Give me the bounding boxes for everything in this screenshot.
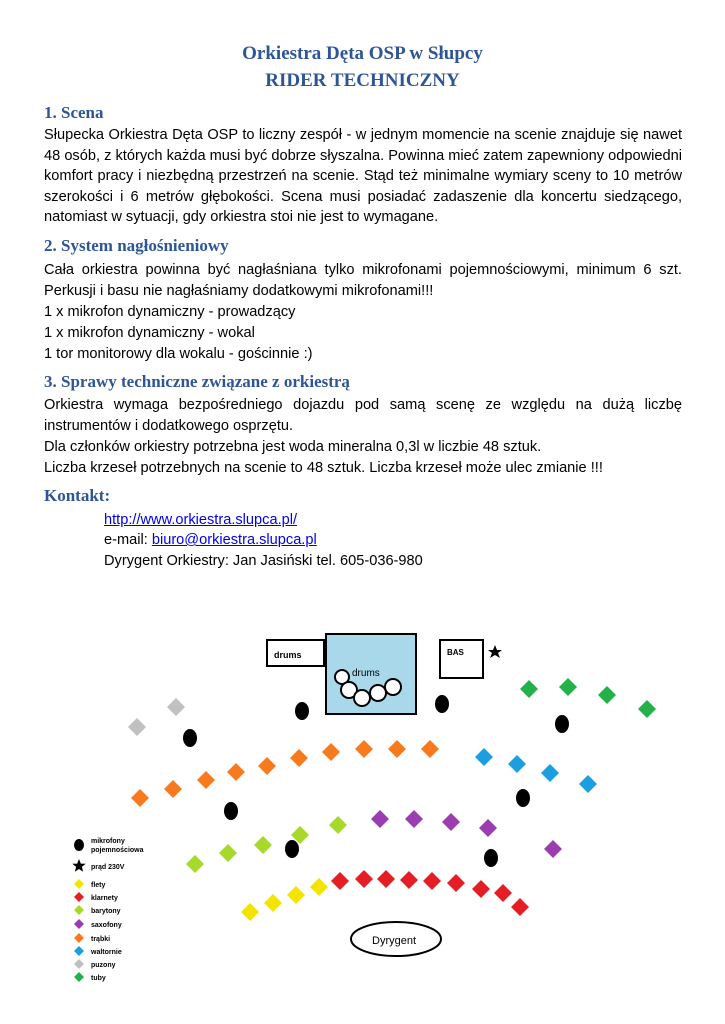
musician-klarnety-diamond [511, 898, 529, 916]
musician-klarnety-diamond [423, 872, 441, 890]
drum-icon [370, 685, 386, 701]
legend-marker-icon [74, 959, 84, 969]
legend-marker-icon [74, 892, 84, 902]
microphones [183, 695, 569, 867]
musician-saxofony-diamond [479, 819, 497, 837]
drum-icon [385, 679, 401, 695]
musician-waltornie-diamond [541, 764, 559, 782]
musician-flety-diamond [241, 903, 259, 921]
musician-waltornie-diamond [579, 775, 597, 793]
list-item: 1 x mikrofon dynamiczny - wokal [44, 325, 255, 341]
list-item: Dla członków orkiestry potrzebna jest woda mineralna 0,3l w liczbie 48 sztuk. [44, 439, 542, 455]
musician-barytony-diamond [329, 816, 347, 834]
section-text-naglosnienie [44, 260, 682, 301]
naglosnienie-paragraph: Cała orkiestra powinna być nagłaśniana tylko mikrofonami pojemnościowymi, minimum 6 szt. Perkusji i basu nie nagłaśniamy dodatkowymi mikrofonami!!! [44, 262, 682, 299]
legend-label: tuby [91, 975, 106, 982]
condenser-mic-icon [516, 789, 530, 807]
legend-label: flety [91, 882, 106, 889]
musician-puzony-diamond [128, 718, 146, 736]
legend-marker-icon [72, 859, 85, 872]
conductor-contact: Dyrygent Orkiestry: Jan Jasiński tel. 605-036-980 [104, 553, 423, 569]
list-item: 1 tor monitorowy dla wokalu - gościnnie :) [44, 346, 313, 362]
musician-saxofony-diamond [405, 810, 423, 828]
musician-trbki-diamond [322, 743, 340, 761]
document-title: Orkiestra Dęta OSP w Słupcy [242, 43, 483, 64]
musician-trbki-diamond [164, 780, 182, 798]
conductor-label: Dyrygent [372, 935, 417, 947]
musician-tuby-diamond [559, 678, 577, 696]
list-item: Liczba krzeseł potrzebnych na scenie to 48 sztuk. Liczba krzeseł może ulec zmianie !!! [44, 460, 603, 476]
musician-flety-diamond [287, 886, 305, 904]
musician-tuby-diamond [520, 680, 538, 698]
document-subtitle: RIDER TECHNICZNY [265, 70, 460, 91]
website-link[interactable] [104, 510, 297, 530]
musician-tuby-diamond [638, 700, 656, 718]
musician-puzony-diamond [167, 698, 185, 716]
musician-klarnety-diamond [472, 880, 490, 898]
section-heading-naglosnienie: 2. System nagłośnieniowy [44, 236, 229, 255]
bass-label: BAS [447, 648, 464, 657]
legend-label: mikrofony pojemnościowa [91, 838, 144, 854]
legend-label: puzony [91, 962, 116, 969]
bass-box [440, 640, 483, 678]
musician-flety-diamond [310, 878, 328, 896]
list-item: 1 x mikrofon dynamiczny - prowadzący [44, 304, 296, 320]
musician-trbki-diamond [258, 757, 276, 775]
section-heading-scena: 1. Scena [44, 103, 104, 122]
legend-label: saxofony [91, 922, 122, 929]
legend-marker-icon [74, 933, 84, 943]
musician-klarnety-diamond [447, 874, 465, 892]
legend-label: prąd 230V [91, 864, 125, 871]
musician-saxofony-diamond [442, 813, 460, 831]
musician-klarnety-diamond [400, 871, 418, 889]
power-outlet-star-icon [488, 645, 502, 658]
legend-marker-icon [74, 905, 84, 915]
musician-trbki-diamond [131, 789, 149, 807]
drums-box-label: drums [274, 650, 302, 660]
musician-trbki-diamond [355, 740, 373, 758]
condenser-mic-icon [224, 802, 238, 820]
legend-label: trąbki [91, 936, 111, 943]
musician-klarnety-diamond [494, 884, 512, 902]
condenser-mic-icon [285, 840, 299, 858]
condenser-mic-icon [295, 702, 309, 720]
sprawy-paragraph: Orkiestra wymaga bezpośredniego dojazdu pod samą scenę ze względu na dużą liczbę instrumentów i dodatkowego osprzętu. [44, 397, 682, 434]
section-text-sprawy [44, 395, 682, 436]
musician-saxofony-diamond [544, 840, 562, 858]
musician-barytony-diamond [219, 844, 237, 862]
email-line [104, 530, 317, 550]
musician-klarnety-diamond [355, 870, 373, 888]
musician-trbki-diamond [388, 740, 406, 758]
legend-label: barytony [91, 908, 121, 915]
musician-trbki-diamond [290, 749, 308, 767]
stage-plan-diagram [0, 620, 725, 1024]
condenser-mic-icon [484, 849, 498, 867]
musician-barytony-diamond [186, 855, 204, 873]
condenser-mic-icon [183, 729, 197, 747]
legend-label: klarnety [91, 895, 118, 902]
condenser-mic-icon [555, 715, 569, 733]
section-heading-sprawy: 3. Sprawy techniczne związane z orkiestrą [44, 372, 350, 391]
section-text-scena [44, 125, 682, 228]
scena-paragraph: Słupecka Orkiestra Dęta OSP to liczny zespół - w jednym momencie na scenie znajduje się nawet 48 osób, z których każda musi być dobrze słyszalna. Powinna mieć zatem zapewniony odpowiedni komfort pracy i niezbędną przestrzeń na scenie. Stąd też minimalne wymiary sceny to 10 metrów szerokości i 6 metrów głębokości. Scena musi posiadać zadaszenie dla koncertu siedzącego, natomiast w sytuacji, gdy orkiestra stoi nie jest to wymagane. [44, 127, 682, 226]
musician-trbki-diamond [421, 740, 439, 758]
email-link[interactable]: biuro@orkiestra.slupca.pl [151, 532, 317, 548]
drums-kit-label: drums [352, 668, 380, 679]
website-link-text[interactable]: http://www.orkiestra.slupca.pl/ [104, 512, 298, 528]
musician-flety-diamond [264, 894, 282, 912]
legend [72, 838, 143, 982]
contact-heading: Kontakt: [44, 486, 111, 505]
drum-icon [354, 690, 370, 706]
legend-marker-icon [74, 972, 84, 982]
musician-saxofony-diamond [371, 810, 389, 828]
musician-barytony-diamond [254, 836, 272, 854]
musician-klarnety-diamond [377, 870, 395, 888]
legend-marker-icon [74, 919, 84, 929]
musician-klarnety-diamond [331, 872, 349, 890]
legend-label: waltornie [91, 949, 122, 956]
email-label: e-mail: [104, 532, 152, 548]
musician-waltornie-diamond [475, 748, 493, 766]
musician-waltornie-diamond [508, 755, 526, 773]
legend-marker-icon [74, 839, 84, 851]
legend-marker-icon [74, 879, 84, 889]
condenser-mic-icon [435, 695, 449, 713]
musician-trbki-diamond [227, 763, 245, 781]
musician-tuby-diamond [598, 686, 616, 704]
musician-trbki-diamond [197, 771, 215, 789]
legend-marker-icon [74, 946, 84, 956]
